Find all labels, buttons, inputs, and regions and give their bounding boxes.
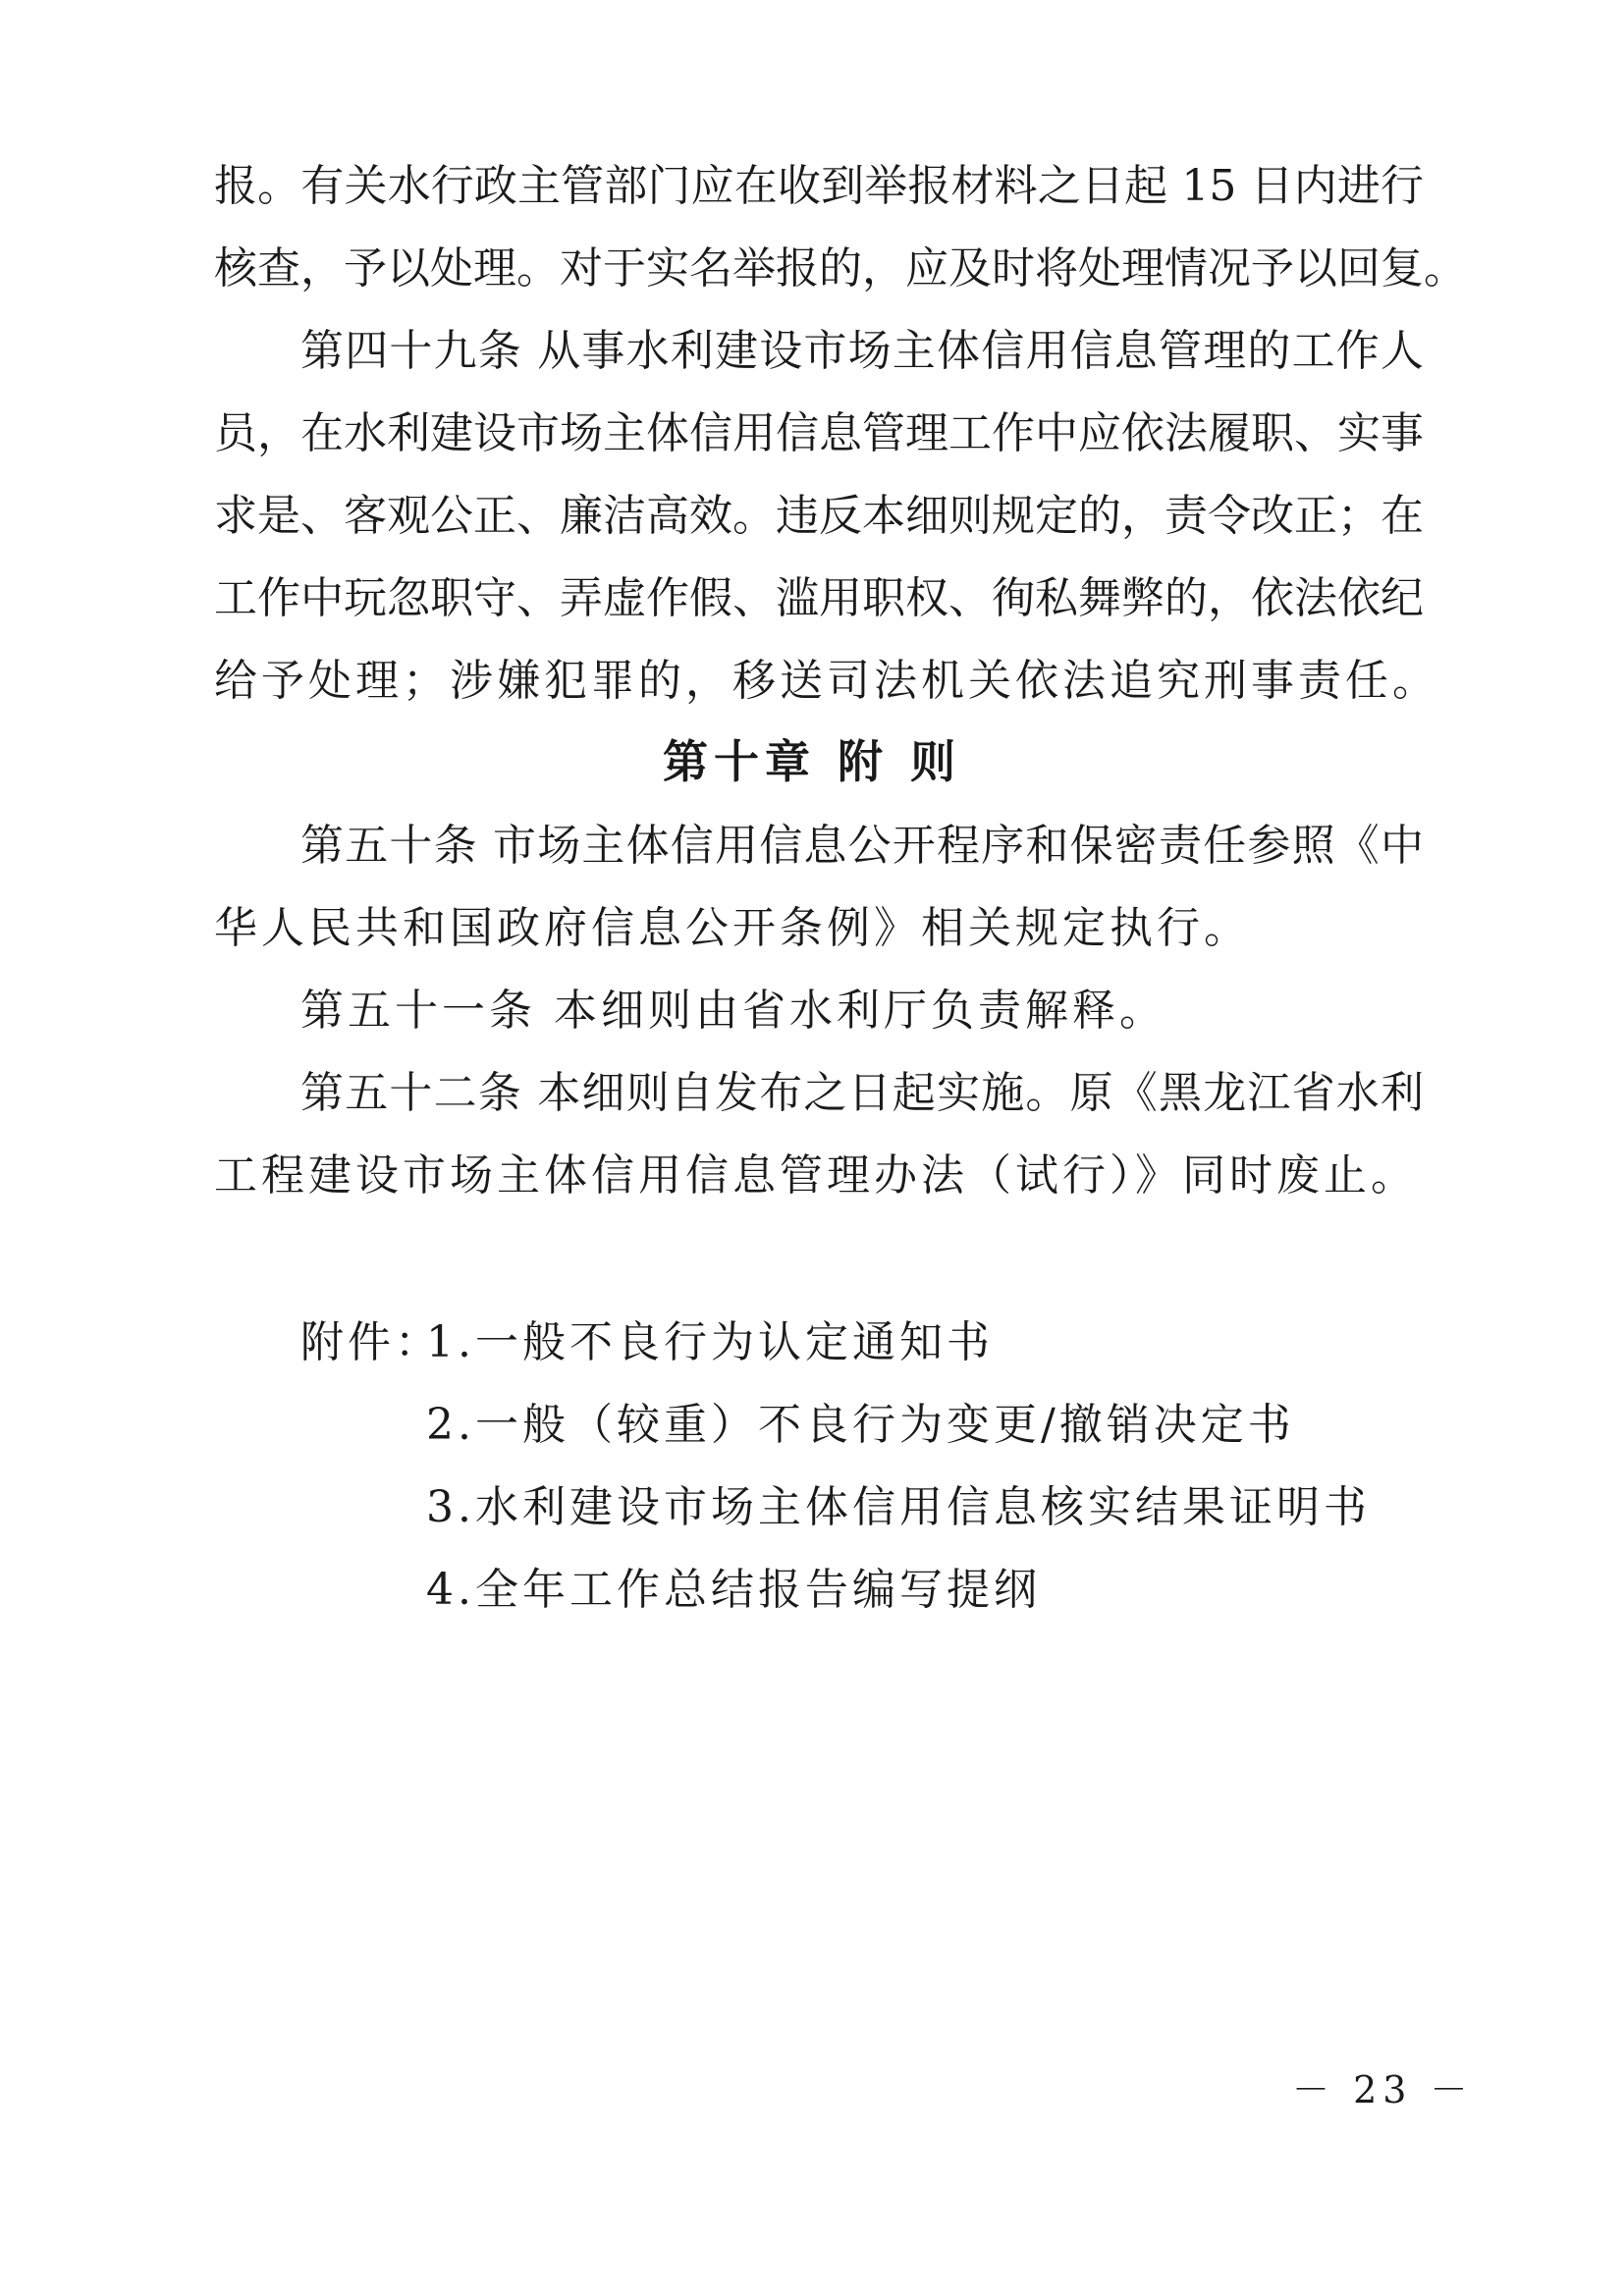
article-48-line-2: 核查，予以处理。对于实名举报的，应及时将处理情况予以回复。 xyxy=(214,243,1467,294)
article-49-line-2: 员，在水利建设市场主体信用信息管理工作中应依法履职、实事 xyxy=(214,408,1424,458)
attachment-item-3: 3.水利建设市场主体信用信息核实结果证明书 xyxy=(426,1482,1371,1532)
article-50-line-2: 华人民共和国政府信息公开条例》相关规定执行。 xyxy=(214,903,1251,953)
article-51-line-1: 第五十一条 本细则由省水利厅负责解释。 xyxy=(300,986,1166,1036)
article-52-line-2: 工程建设市场主体信用信息管理办法（试行）》同时废止。 xyxy=(214,1150,1418,1201)
attachment-item-1: 1.一般不良行为认定通知书 xyxy=(426,1317,994,1367)
chapter-title: 第十章 附 则 xyxy=(662,735,962,788)
article-49-line-3: 求是、客观公正、廉洁高效。违反本细则规定的，责令改正；在 xyxy=(214,491,1424,541)
article-49-line-4: 工作中玩忽职守、弄虚作假、滥用职权、徇私舞弊的，依法依纪 xyxy=(214,573,1424,623)
article-49-line-1: 第四十九条 从事水利建设市场主体信用信息管理的工作人 xyxy=(300,326,1424,376)
article-52-line-1: 第五十二条 本细则自发布之日起实施。原《黑龙江省水利 xyxy=(300,1068,1424,1118)
attachments-label: 附件： xyxy=(300,1317,442,1367)
page-number: － 23 － xyxy=(1292,2068,1474,2111)
article-50-line-1: 第五十条 市场主体信用信息公开程序和保密责任参照《中 xyxy=(300,821,1424,871)
attachment-item-4: 4.全年工作总结报告编写提纲 xyxy=(426,1565,1041,1615)
attachment-item-2: 2.一般（较重）不良行为变更/撤销决定书 xyxy=(426,1400,1295,1450)
article-48-line-1: 报。有关水行政主管部门应在收到举报材料之日起 15 日内进行 xyxy=(214,161,1424,211)
article-49-line-5: 给予处理；涉嫌犯罪的，移送司法机关依法追究刑事责任。 xyxy=(214,656,1439,706)
